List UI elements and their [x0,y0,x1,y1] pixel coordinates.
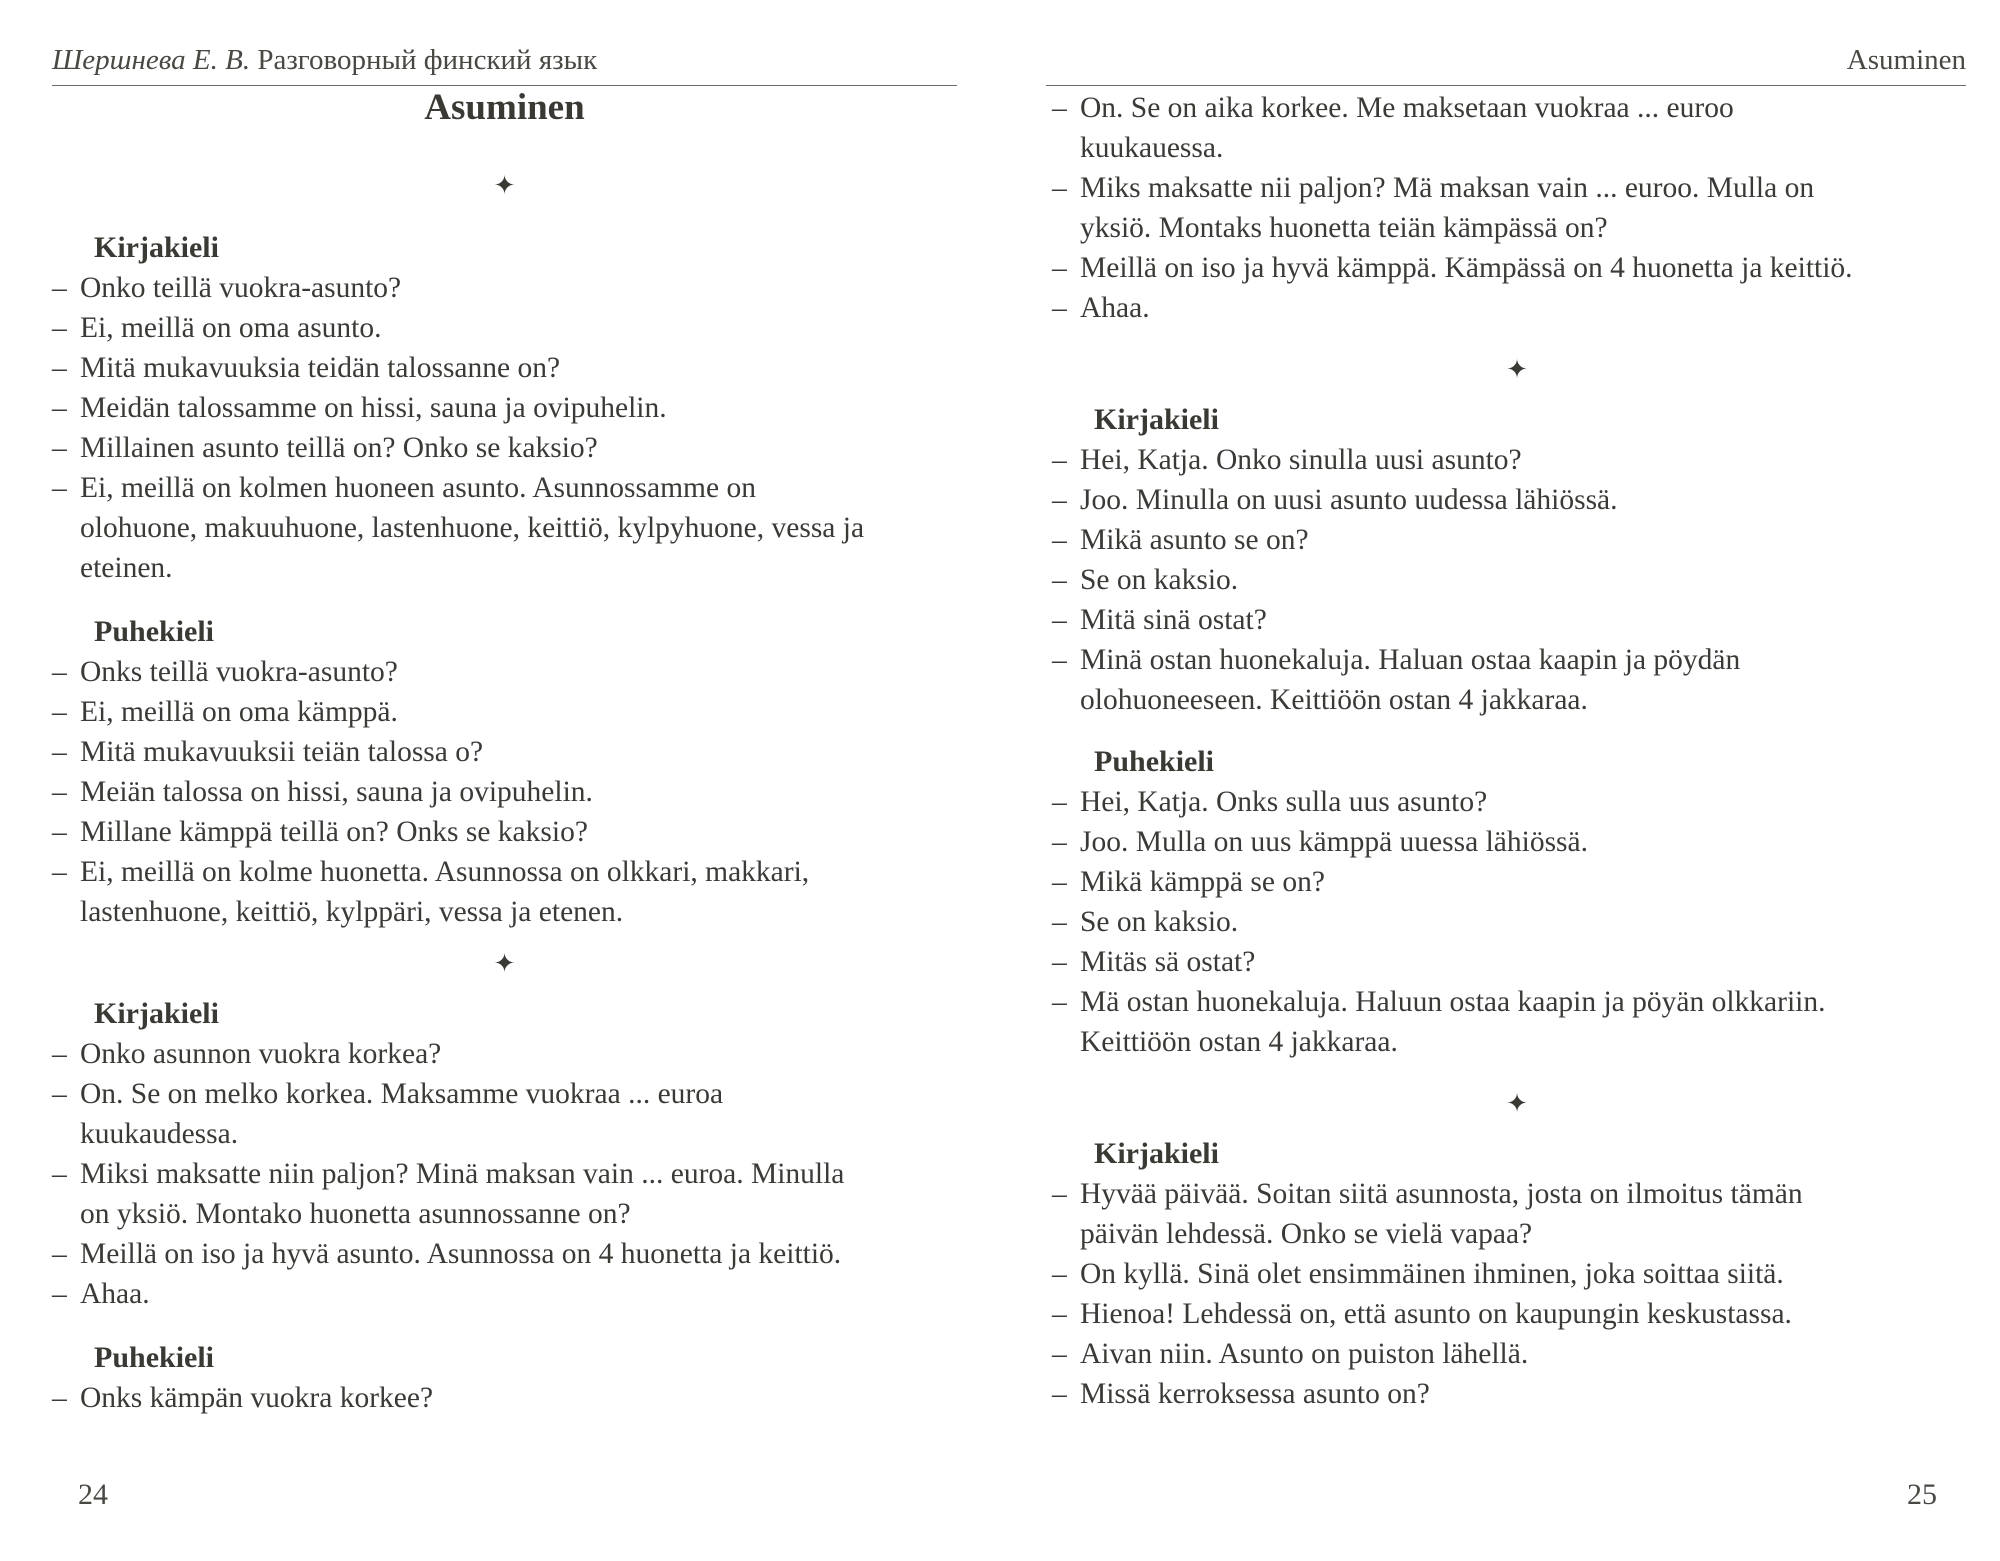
dialogue-line: – Onko teillä vuokra-asunto? [52,272,402,304]
dialogue-line: – Se on kaksio. [1052,906,1239,938]
dialogue-line: – Se on kaksio. [1052,564,1239,596]
dialogue-line: – Mä ostan huonekaluja. Haluun ostaa kaapin ja pöyän olkkariin. [1052,986,1826,1018]
dialogue-line: – Minä ostan huonekaluja. Haluan ostaa kaapin ja pöydän [1052,644,1741,676]
chapter-title: Asuminen [424,87,585,128]
dialogue-line: – Meillä on iso ja hyvä kämppä. Kämpässä on 4 huonetta ja keittiö. [1052,252,1853,284]
section-label: Puhekieli [1094,745,1215,778]
dialogue-line: – Missä kerroksessa asunto on? [1052,1378,1430,1410]
dialogue-line-continuation: on yksiö. Montako huonetta asunnossanne on? [80,1198,631,1230]
dialogue-line: – Meidän talossamme on hissi, sauna ja ovipuhelin. [52,392,667,424]
section-label: Kirjakieli [94,231,219,264]
dialogue-line: – Mitä mukavuuksia teidän talossanne on? [52,352,561,384]
dialogue-line: – Mitä mukavuuksii teiän talossa o? [52,736,484,768]
dialogue-line: – Ei, meillä on oma asunto. [52,312,382,344]
dialogue-line: – On kyllä. Sinä olet ensimmäinen ihminen, joka soittaa siitä. [1052,1258,1784,1290]
dialogue-line-continuation: Keittiöön ostan 4 jakkaraa. [1080,1026,1398,1058]
dialogue-line-continuation: eteinen. [80,552,173,584]
ornament: ✦ [493,949,516,978]
dialogue-line-continuation: päivän lehdessä. Onko se vielä vapaa? [1080,1218,1533,1250]
dialogue-line: – Hienoa! Lehdessä on, että asunto on kaupungin keskustassa. [1052,1298,1792,1330]
dialogue-line: – On. Se on melko korkea. Maksamme vuokraa ... euroa [52,1078,724,1110]
dialogue-line-continuation: kuukauessa. [1080,132,1224,164]
dialogue-line: – Aivan niin. Asunto on puiston lähellä. [1052,1338,1529,1370]
running-head-right: Asuminen [1846,44,1966,76]
dialogue-line: – Ei, meillä on kolmen huoneen asunto. Asunnossamme on [52,472,756,504]
dialogue-line: – Millainen asunto teillä on? Onko se kaksio? [52,432,598,464]
dialogue-line: – Onks teillä vuokra-asunto? [52,656,398,688]
ornament: ✦ [493,171,516,200]
dialogue-line-continuation: olohuoneeseen. Keittiöön ostan 4 jakkaraa. [1080,684,1588,716]
dialogue-line: – Onks kämpän vuokra korkee? [52,1382,434,1414]
dialogue-line: – Hei, Katja. Onko sinulla uusi asunto? [1052,444,1522,476]
left-column [52,166,957,1418]
header-rule [1046,85,1966,86]
dialogue-line: – Hyvää päivää. Soitan siitä asunnosta, josta on ilmoitus tämän [1052,1178,1803,1210]
dialogue-line: – Meiän talossa on hissi, sauna ja ovipuhelin. [52,776,593,808]
dialogue-line: – Mitä sinä ostat? [1052,604,1267,636]
running-head-left [52,44,597,77]
section-label: Kirjakieli [94,997,219,1030]
dialogue-line: – Ei, meillä on oma kämppä. [52,696,398,728]
dialogue-line: – On. Se on aika korkee. Me maksetaan vuokraa ... euroo [1052,92,1734,124]
section-label: Kirjakieli [1094,403,1219,436]
dialogue-line: – Mikä asunto se on? [1052,524,1309,556]
dialogue-line: – Miksi maksatte niin paljon? Minä maksan vain ... euroa. Minulla [52,1158,845,1190]
dialogue-line-continuation: yksiö. Montaks huonetta teiän kämpässä on? [1080,212,1608,244]
dialogue-line-continuation: kuukaudessa. [80,1118,239,1150]
dialogue-line: – Ahaa. [1052,292,1150,324]
right-column [1052,88,1982,1414]
section-label: Puhekieli [94,1341,215,1374]
dialogue-line: – Meillä on iso ja hyvä asunto. Asunnossa on 4 huonetta ja keittiö. [52,1238,842,1270]
page-number: 24 [78,1478,108,1511]
dialogue-line: – Ei, meillä on kolme huonetta. Asunnossa on olkkari, makkari, [52,856,810,888]
dialogue-line: – Miks maksatte nii paljon? Mä maksan vain ... euroo. Mulla on [1052,172,1815,204]
dialogue-line: – Millane kämppä teillä on? Onks se kaksio? [52,816,588,848]
header-book-title: Разговорный финский язык [257,44,598,76]
dialogue-line: – Joo. Minulla on uusi asunto uudessa lähiössä. [1052,484,1618,516]
dialogue-line: – Mitäs sä ostat? [1052,946,1256,978]
page-number: 25 [1907,1478,1937,1511]
dialogue-line-continuation: lastenhuone, keittiö, kylppäri, vessa ja etenen. [80,896,624,928]
ornament: ✦ [1506,1089,1528,1118]
header-author: Шершнева Е. В. [52,44,251,76]
dialogue-line: – Joo. Mulla on uus kämppä uuessa lähiössä. [1052,826,1588,858]
section-label: Puhekieli [94,615,215,648]
dialogue-line: – Ahaa. [52,1278,150,1310]
dialogue-line: – Onko asunnon vuokra korkea? [52,1038,442,1070]
dialogue-line: – Hei, Katja. Onks sulla uus asunto? [1052,786,1488,818]
section-label: Kirjakieli [1094,1137,1219,1170]
dialogue-line: – Mikä kämppä se on? [1052,866,1325,898]
dialogue-line-continuation: olohuone, makuuhuone, lastenhuone, keittiö, kylpyhuone, vessa ja [80,512,865,544]
ornament: ✦ [1506,355,1528,384]
